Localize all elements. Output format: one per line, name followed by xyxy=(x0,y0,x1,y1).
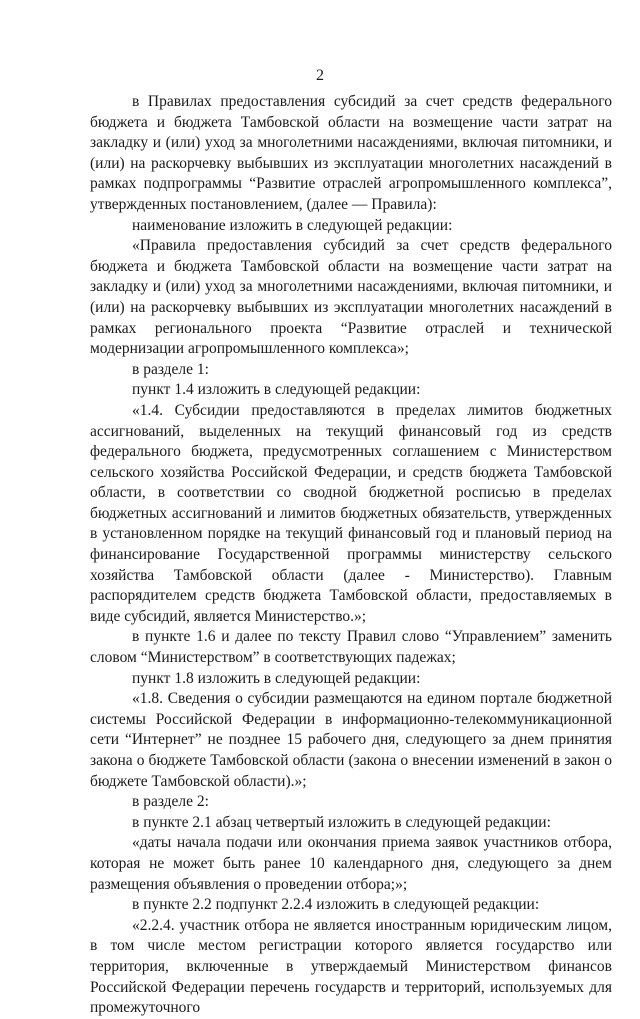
paragraph: «Правила предоставления субсидий за счет средств федерального бюджета и бюджета Тамбовской области на возмещение части затрат на закладку и (или) уход за многолетними насаждениями, включая питомники, и (или) на раскорчевку выбывших из эксплуатации многолетних насаждений в рамках регионального проекта “Развитие отраслей и технической модернизации агропромышленного комплекса»; xyxy=(90,237,612,358)
paragraph: «1.8. Сведения о субсидии размещаются на едином портале бюджетной системы Российской Федерации в информационно-телекоммуникационной сети “Интернет” не позднее 15 рабочего дня, следующего за днем принятия закона о бюджете Тамбовской области (закона о внесении изменений в закон о бюджете Тамбовской области).»; xyxy=(90,690,612,790)
paragraph: «2.2.4. участник отбора не является иностранным юридическим лицом, в том числе местом регистрации которого является государство или территория, включенные в утверждаемый Министерством финансов Российской Федерации перечень государств и территорий, используемых для промежуточного xyxy=(90,916,612,1017)
paragraph: в разделе 1: xyxy=(132,360,209,378)
paragraph: в пункте 1.6 и далее по тексту Правил слово “Управлением” заменить словом “Министерством” в соответствующих падежах; xyxy=(90,628,612,667)
paragraph: в Правилах предоставления субсидий за счет средств федерального бюджета и бюджета Тамбовской области на возмещение части затрат на закладку и (или) уход за многолетними насаждениями, включая питомники, и (или) на раскорчевку выбывших из эксплуатации многолетних насаждений в рамках подпрограммы “Развитие отраслей агропромышленного комплекса”, утвержденных постановлением, (далее — Правила): xyxy=(90,93,612,213)
paragraph: «даты начала подачи или окончания приема заявок участников отбора, которая не может быть ранее 10 календарного дня, следующего за днем размещения объявления о проведении отбора;»; xyxy=(90,834,612,893)
paragraph: в пункте 2.2 подпункт 2.2.4 изложить в следующей редакции: xyxy=(132,896,540,914)
paragraph: «1.4. Субсидии предоставляются в пределах лимитов бюджетных ассигнований, выделенных на текущий финансовый год из средств федерального бюджета, предусмотренных соглашением с Министерством сельского хозяйства Российской Федерации, и средств бюджета Тамбовской области, в соответствии со сводной бюджетной росписью в пределах бюджетных ассигнований и лимитов бюджетных обязательств, утвержденных в установленном порядке на текущий финансовый год и плановый период на финансирование Государственной программы министерству сельского хозяйства Тамбовской области (далее - Министерство). Главным распорядителем средств бюджета Тамбовской области, предоставляемых в виде субсидий, является Министерство.»; xyxy=(90,401,612,625)
paragraph: пункт 1.4 изложить в следующей редакции: xyxy=(132,381,421,399)
paragraph: пункт 1.8 изложить в следующей редакции: xyxy=(132,669,421,687)
paragraph: в разделе 2: xyxy=(132,793,209,811)
paragraph: наименование изложить в следующей редакции: xyxy=(132,216,453,234)
paragraph: в пункте 2.1 абзац четвертый изложить в следующей редакции: xyxy=(132,813,551,831)
document-body xyxy=(90,92,612,1019)
page-number: 2 xyxy=(316,67,324,84)
